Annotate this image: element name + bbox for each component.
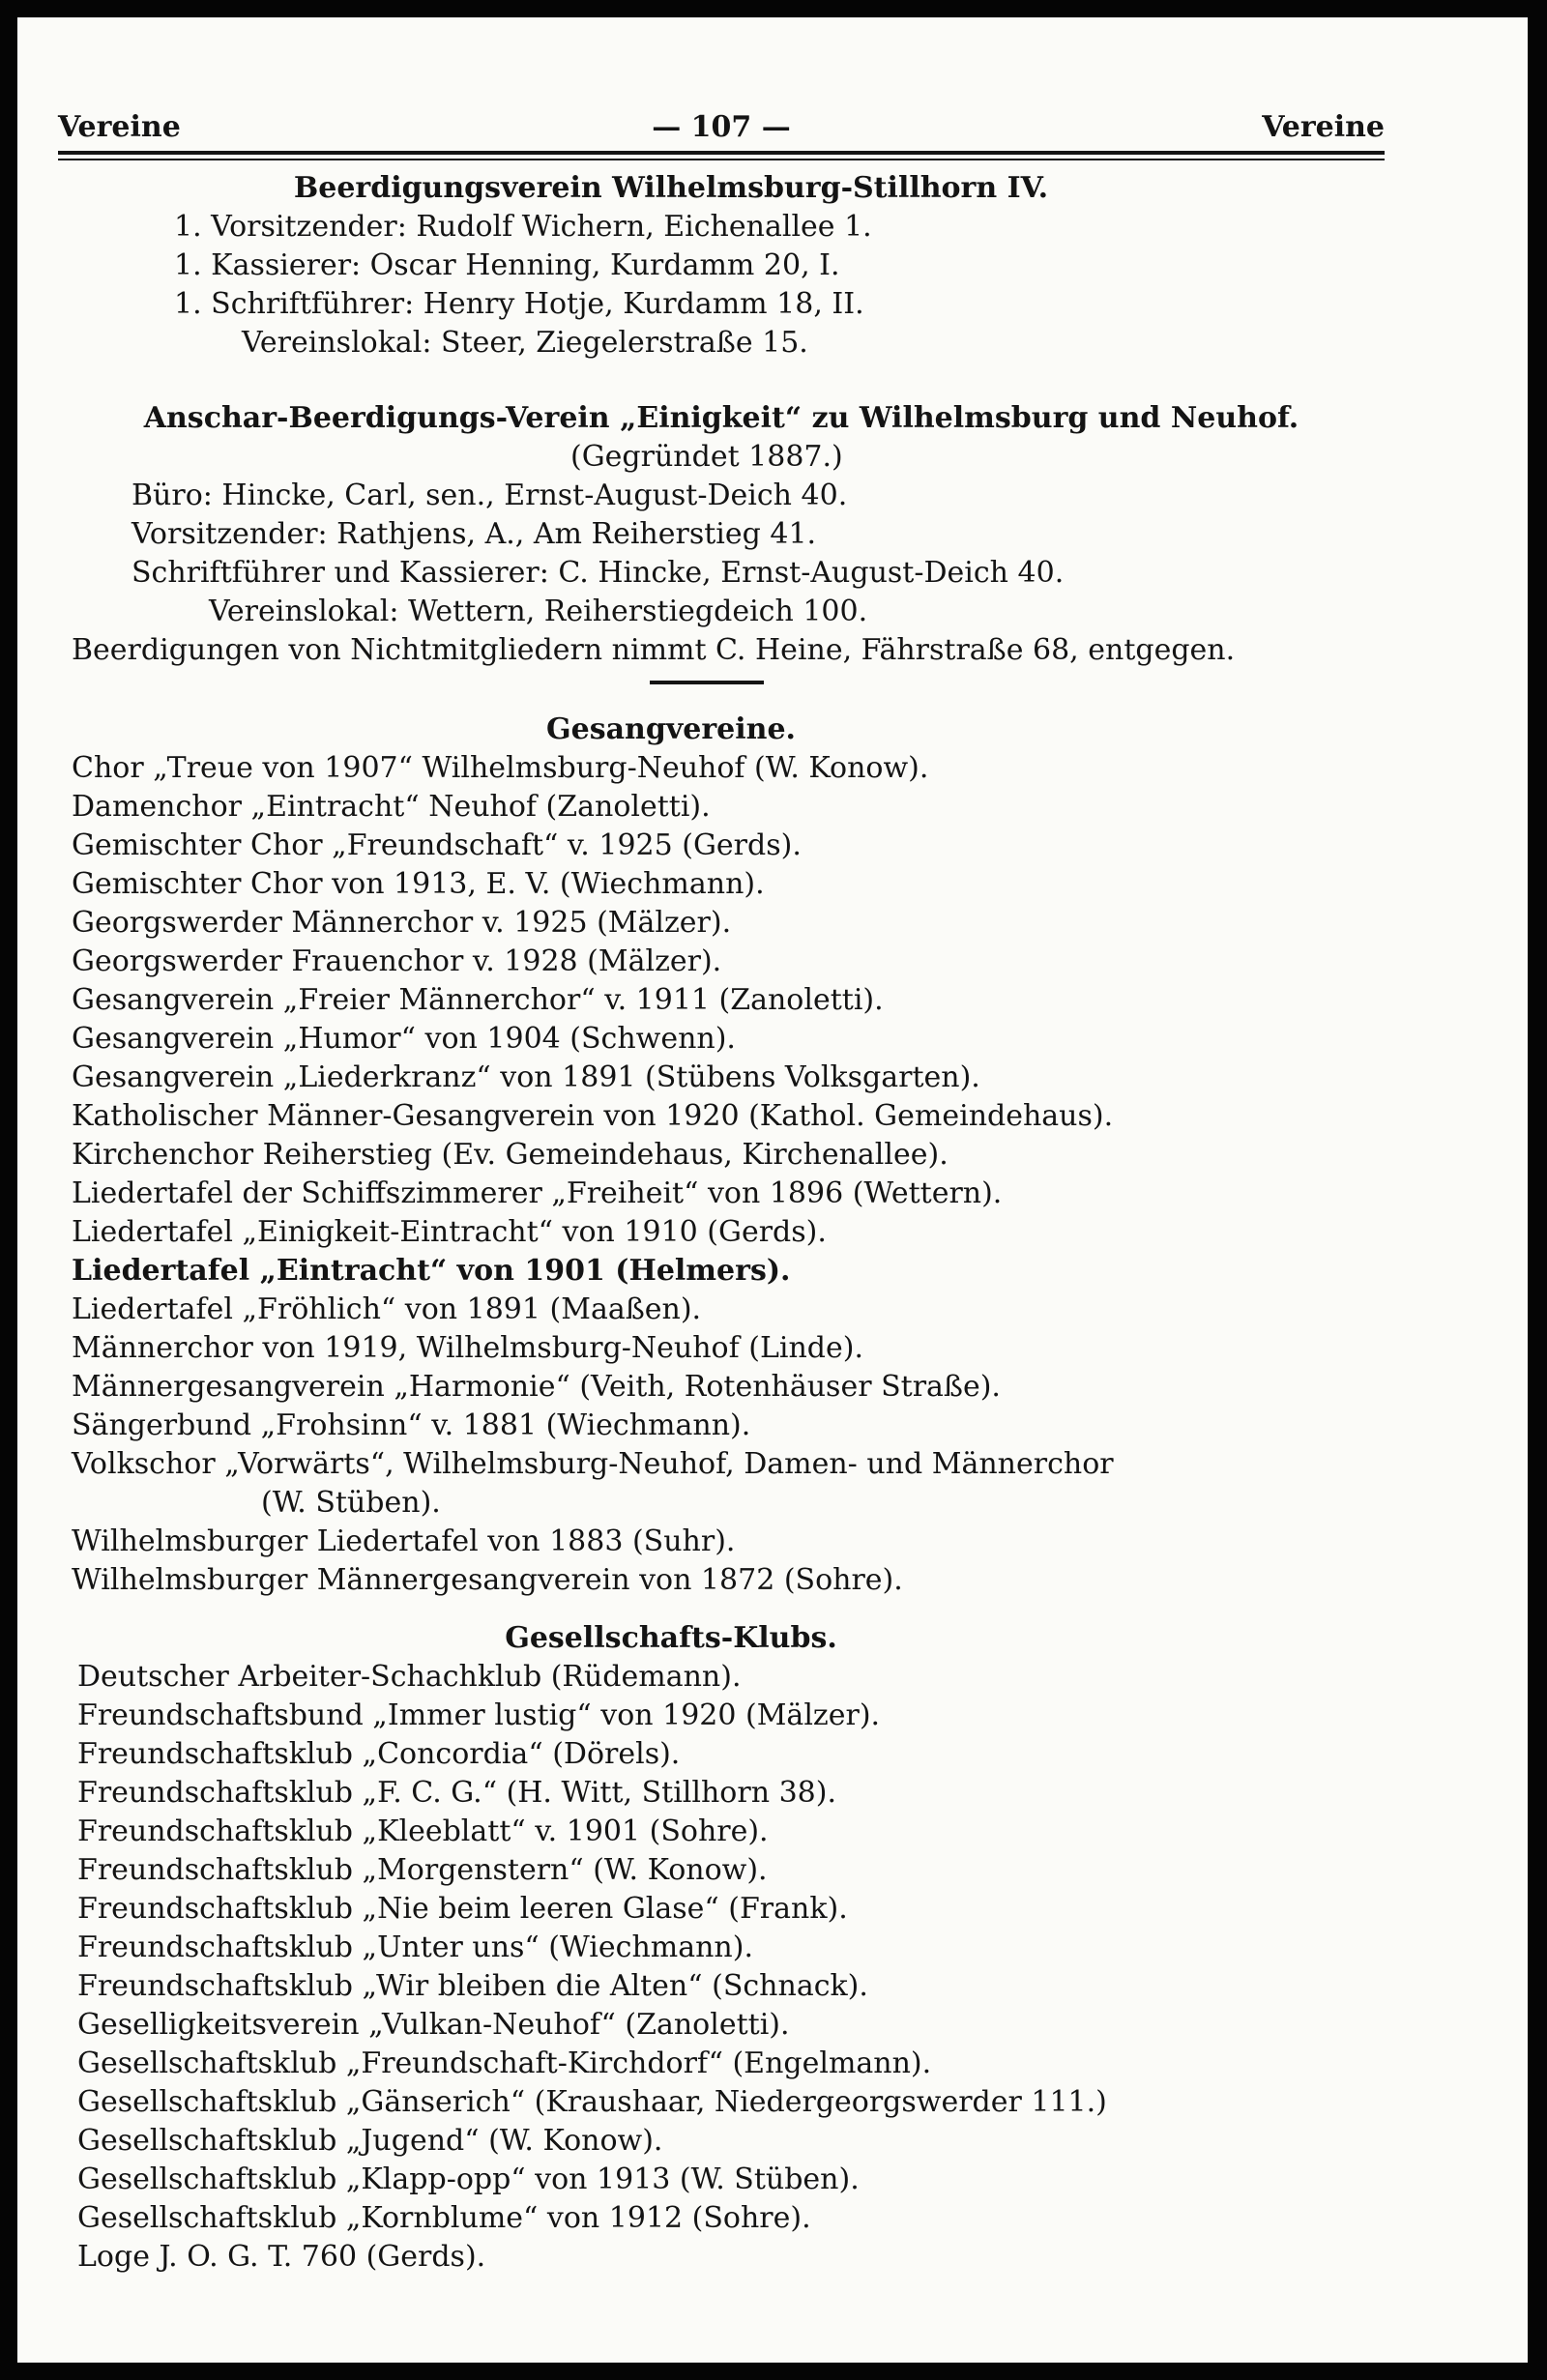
list-item: Freundschaftsklub „Wir bleiben die Alten“ (Schnack). (77, 1969, 868, 2003)
list-item: Volkschor „Vorwärts“, Wilhelmsburg-Neuhof, Damen- und Männerchor (72, 1447, 1114, 1481)
header-right: Vereine (1262, 110, 1385, 144)
list-item: Sängerbund „Frohsinn“ v. 1881 (Wiechmann). (72, 1408, 751, 1442)
entry-line: Beerdigungen von Nichtmitgliedern nimmt C. Heine, Fährstraße 68, entgegen. (72, 633, 1236, 667)
list-item: Katholischer Männer-Gesangverein von 1920 (Kathol. Gemeindehaus). (72, 1099, 1114, 1133)
list-item: Freundschaftsklub „Unter uns“ (Wiechmann). (77, 1930, 753, 1964)
book-page (17, 17, 1528, 2363)
list-item: Gesellschaftsklub „Klapp-opp“ von 1913 (W. Stüben). (77, 2162, 860, 2196)
list-item: Freundschaftsklub „Morgenstern“ (W. Konow). (77, 1853, 768, 1887)
entry-line: 1. Vorsitzender: Rudolf Wichern, Eichenallee 1. (174, 210, 872, 244)
list-item: Liedertafel „Eintracht“ von 1901 (Helmers). (72, 1254, 791, 1288)
header-rule-thin (58, 159, 1385, 160)
page-number: — 107 — (652, 110, 791, 144)
entry-line: 1. Kassierer: Oscar Henning, Kurdamm 20, I. (174, 248, 840, 282)
list-item: Gesangverein „Humor“ von 1904 (Schwenn). (72, 1022, 736, 1056)
list-item: Liedertafel der Schiffszimmerer „Freiheit“ von 1896 (Wettern). (72, 1176, 1003, 1210)
list-item: Männergesangverein „Harmonie“ (Veith, Rotenhäuser Straße). (72, 1370, 1001, 1404)
entry-line: Vereinslokal: Steer, Ziegelerstraße 15. (242, 326, 808, 360)
list-item: Chor „Treue von 1907“ Wilhelmsburg-Neuhof (W. Konow). (72, 751, 929, 785)
section-separator (650, 681, 764, 684)
section-title-anschar: Anschar-Beerdigungs-Verein „Einigkeit“ zu Wilhelmsburg und Neuhof. (143, 401, 1299, 435)
entry-line: Vorsitzender: Rathjens, A., Am Reiherstieg 41. (131, 517, 817, 551)
header-rule (58, 151, 1385, 155)
list-item: Wilhelmsburger Männergesangverein von 1872 (Sohre). (72, 1563, 903, 1597)
list-item: Gemischter Chor „Freundschaft“ v. 1925 (Gerds). (72, 828, 802, 862)
entry-line: Büro: Hincke, Carl, sen., Ernst-August-Deich 40. (131, 479, 848, 512)
section-title-beerdigungsverein: Beerdigungsverein Wilhelmsburg-Stillhorn IV. (293, 171, 1049, 205)
list-item: Gesellschaftsklub „Freundschaft-Kirchdorf“ (Engelmann). (77, 2046, 932, 2080)
list-item: Freundschaftsklub „Concordia“ (Dörels). (77, 1737, 681, 1771)
list-item: Gesangverein „Liederkranz“ von 1891 (Stübens Volksgarten). (72, 1060, 980, 1094)
list-item: Wilhelmsburger Liedertafel von 1883 (Suhr). (72, 1524, 736, 1558)
list-item: Gesellschaftsklub „Jugend“ (W. Konow). (77, 2124, 663, 2158)
list-item: Gesellschaftsklub „Kornblume“ von 1912 (Sohre). (77, 2201, 811, 2235)
entry-line: Vereinslokal: Wettern, Reiherstiegdeich 100. (209, 595, 868, 628)
list-item: Liedertafel „Einigkeit-Eintracht“ von 1910 (Gerds). (72, 1215, 827, 1249)
entry-line: 1. Schriftführer: Henry Hotje, Kurdamm 18, II. (174, 287, 864, 321)
section-title-gesangvereine: Gesangvereine. (546, 712, 796, 746)
section-title-gesellschafts-klubs: Gesellschafts-Klubs. (505, 1621, 837, 1655)
list-item: Deutscher Arbeiter-Schachklub (Rüdemann). (77, 1660, 742, 1694)
list-item: Freundschaftsbund „Immer lustig“ von 1920 (Mälzer). (77, 1698, 881, 1732)
list-item: Männerchor von 1919, Wilhelmsburg-Neuhof (Linde). (72, 1331, 863, 1365)
list-item-continuation: (W. Stüben). (261, 1486, 441, 1520)
list-item: Gesellschaftsklub „Gänserich“ (Kraushaar, Niedergeorgswerder 111.) (77, 2085, 1107, 2119)
list-item: Geselligkeitsverein „Vulkan-Neuhof“ (Zanoletti). (77, 2008, 790, 2042)
list-item: Loge J. O. G. T. 760 (Gerds). (77, 2240, 486, 2274)
entry-line: Schriftführer und Kassierer: C. Hincke, Ernst-August-Deich 40. (131, 556, 1065, 590)
list-item: Gemischter Chor von 1913, E. V. (Wiechmann). (72, 867, 765, 901)
list-item: Damenchor „Eintracht“ Neuhof (Zanoletti). (72, 790, 711, 824)
list-item: Georgswerder Männerchor v. 1925 (Mälzer). (72, 906, 732, 940)
list-item: Freundschaftsklub „Kleeblatt“ v. 1901 (Sohre). (77, 1814, 769, 1848)
list-item: Georgswerder Frauenchor v. 1928 (Mälzer). (72, 944, 722, 978)
list-item: Freundschaftsklub „Nie beim leeren Glase“ (Frank). (77, 1892, 848, 1926)
founded-note: (Gegründet 1887.) (570, 440, 843, 474)
header-left: Vereine (58, 110, 181, 144)
list-item: Liedertafel „Fröhlich“ von 1891 (Maaßen). (72, 1292, 702, 1326)
list-item: Freundschaftsklub „F. C. G.“ (H. Witt, Stillhorn 38). (77, 1776, 836, 1810)
list-item: Gesangverein „Freier Männerchor“ v. 1911 (Zanoletti). (72, 983, 884, 1017)
list-item: Kirchenchor Reiherstieg (Ev. Gemeindehaus, Kirchenallee). (72, 1138, 949, 1172)
running-header (58, 110, 1385, 145)
